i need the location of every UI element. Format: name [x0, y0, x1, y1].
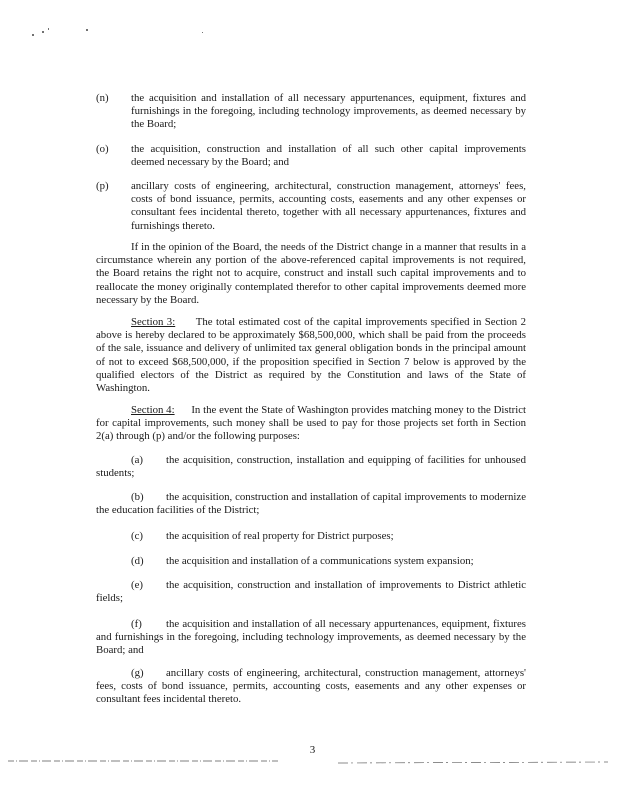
item-label: (e) — [131, 579, 143, 591]
item-label: (f) — [131, 618, 142, 630]
paragraph-text: If in the opinion of the Board, the needs of the District change in a manner that results in a circumstance wherein any portion of the above-referenced capital improvements is not required, the Board retains the right not to acquire, construct and install such capital improvements and to reallocate the money originally contemplated therefor to other capital improvements deemed more necessary by the Board. — [96, 241, 526, 306]
item-text: the acquisition of real property for District purposes; — [166, 530, 394, 542]
item-label: (c) — [131, 530, 143, 542]
footer-scan-line — [8, 759, 608, 765]
item-label: (b) — [131, 491, 144, 503]
page-number: 3 — [309, 744, 316, 756]
section-3-text: The total estimated cost of the capital improvements specified in Section 2 above is hereby declared to be approximately $68,500,000, which shall be paid from the proceeds of the sale, issuance and delivery of unlimited tax general obligation bonds in the principal amount of not to exceed $68,500,000, if the proposition specified in Section 7 below is approved by the qualified electors of the District as required by the Constitution and laws of the State of Washington. — [96, 316, 526, 395]
item-text: the acquisition, construction and installation of capital improvements to modernize the education facilities of the District; — [96, 491, 526, 517]
board-discretion-paragraph — [96, 241, 526, 307]
list-item-p — [96, 180, 526, 233]
section-3-paragraph — [96, 316, 526, 395]
list-item-g — [96, 667, 526, 707]
section-4-heading: Section 4: — [131, 404, 175, 416]
item-text: the acquisition and installation of all necessary appurtenances, equipment, fixtures and furnishings in the foregoing, including technology improvements, as deemed necessary by the Board; — [131, 92, 526, 131]
item-text: the acquisition, construction and installation of all such other capital improvements deemed necessary by the Board; and — [131, 143, 526, 169]
list-item-d — [96, 555, 526, 568]
list-item-b — [96, 491, 526, 517]
scan-specks — [30, 26, 230, 38]
item-label: (d) — [131, 555, 144, 567]
item-text: ancillary costs of engineering, architectural, construction management, attorneys' fees, costs of bond issuance, permits, accounting costs, easements and any other expenses or consultant fees incidental thereto. — [96, 667, 526, 706]
item-label: (g) — [131, 667, 144, 679]
item-label: (n) — [96, 92, 109, 104]
list-item-o — [96, 143, 526, 169]
item-text: the acquisition, construction and installation of improvements to District athletic fields; — [96, 579, 526, 605]
section-4-text: In the event the State of Washington provides matching money to the District for capital improvements, such money shall be used to pay for those projects set forth in Section 2(a) through (p) and/or the following purposes: — [96, 404, 526, 443]
item-text: the acquisition and installation of a communications system expansion; — [166, 555, 474, 567]
section-3-heading: Section 3: — [131, 316, 176, 328]
section-4-paragraph — [96, 404, 526, 444]
item-text: the acquisition, construction, installation and equipping of facilities for unhoused students; — [96, 454, 526, 480]
list-item-e — [96, 579, 526, 605]
list-item-n — [96, 92, 526, 132]
list-item-a — [96, 454, 526, 480]
item-label: (a) — [131, 454, 143, 466]
item-text: the acquisition and installation of all necessary appurtenances, equipment, fixtures and furnishings in the foregoing, including technology improvements, as deemed necessary by the Board; and — [96, 618, 526, 657]
list-item-c — [96, 530, 526, 543]
item-label: (p) — [96, 180, 109, 192]
item-text: ancillary costs of engineering, architectural, construction management, attorneys' fees, costs of bond issuance, permits, accounting costs, easements and any other expenses or consultant fees incidental thereto, together with all necessary appurtenances, fixtures and furnishings thereto. — [131, 180, 526, 232]
list-item-f — [96, 618, 526, 658]
item-label: (o) — [96, 143, 109, 155]
